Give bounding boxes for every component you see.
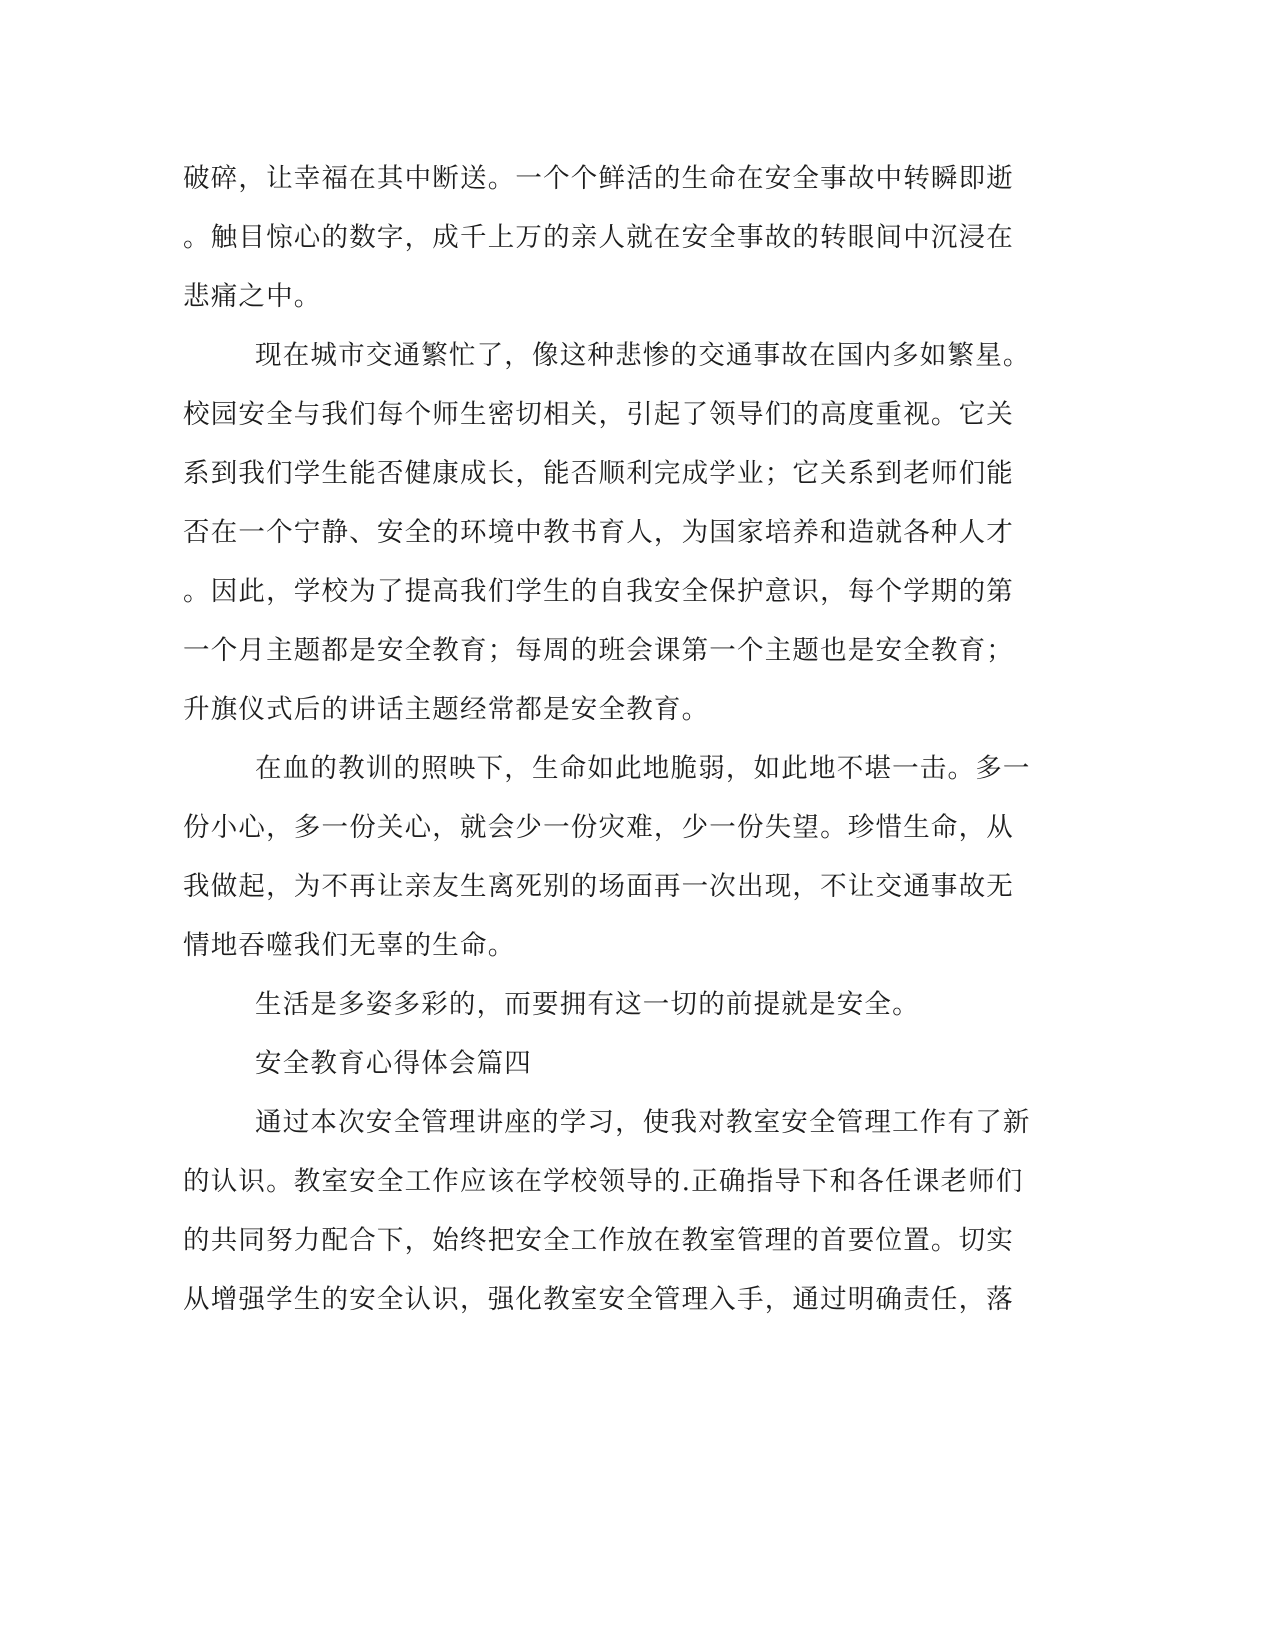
paragraph-6-line-3: 的共同努力配合下，始终把安全工作放在教室管理的首要位置。切实 — [183, 1225, 1014, 1256]
paragraph-3-line-1: 在血的教训的照映下，生命如此地脆弱，如此地不堪一击。多一 — [255, 753, 1031, 784]
paragraph-1-line-3: 悲痛之中。 — [183, 281, 322, 312]
paragraph-1-line-1: 破碎，让幸福在其中断送。一个个鲜活的生命在安全事故中转瞬即逝 — [183, 163, 1014, 194]
paragraph-3-line-4: 情地吞噬我们无辜的生命。 — [183, 930, 516, 961]
paragraph-2-line-5: 。因此，学校为了提高我们学生的自我安全保护意识，每个学期的第 — [183, 576, 1014, 607]
paragraph-1-line-2: 。触目惊心的数字，成千上万的亲人就在安全事故的转眼间中沉浸在 — [183, 222, 1014, 253]
paragraph-6-line-1: 通过本次安全管理讲座的学习，使我对教室安全管理工作有了新 — [255, 1107, 1031, 1138]
paragraph-2-line-1: 现在城市交通繁忙了，像这种悲惨的交通事故在国内多如繁星。 — [255, 340, 1031, 371]
paragraph-6-line-2: 的认识。教室安全工作应该在学校领导的.正确指导下和各任课老师们 — [183, 1166, 1024, 1197]
paragraph-3-line-2: 份小心，多一份关心，就会少一份灾难，少一份失望。珍惜生命，从 — [183, 812, 1014, 843]
paragraph-2-line-2: 校园安全与我们每个师生密切相关，引起了领导们的高度重视。它关 — [183, 399, 1014, 430]
paragraph-3-line-3: 我做起，为不再让亲友生离死别的场面再一次出现，不让交通事故无 — [183, 871, 1014, 902]
paragraph-2-line-7: 升旗仪式后的讲话主题经常都是安全教育。 — [183, 694, 710, 725]
paragraph-2-line-3: 系到我们学生能否健康成长，能否顺利完成学业；它关系到老师们能 — [183, 458, 1014, 489]
paragraph-6-line-4: 从增强学生的安全认识，强化教室安全管理入手，通过明确责任，落 — [183, 1284, 1014, 1315]
paragraph-2-line-6: 一个月主题都是安全教育；每周的班会课第一个主题也是安全教育； — [183, 635, 1014, 666]
section-heading: 安全教育心得体会篇四 — [255, 1048, 532, 1079]
paragraph-2-line-4: 否在一个宁静、安全的环境中教书育人，为国家培养和造就各种人才 — [183, 517, 1014, 548]
paragraph-4-line-1: 生活是多姿多彩的，而要拥有这一切的前提就是安全。 — [255, 989, 920, 1020]
